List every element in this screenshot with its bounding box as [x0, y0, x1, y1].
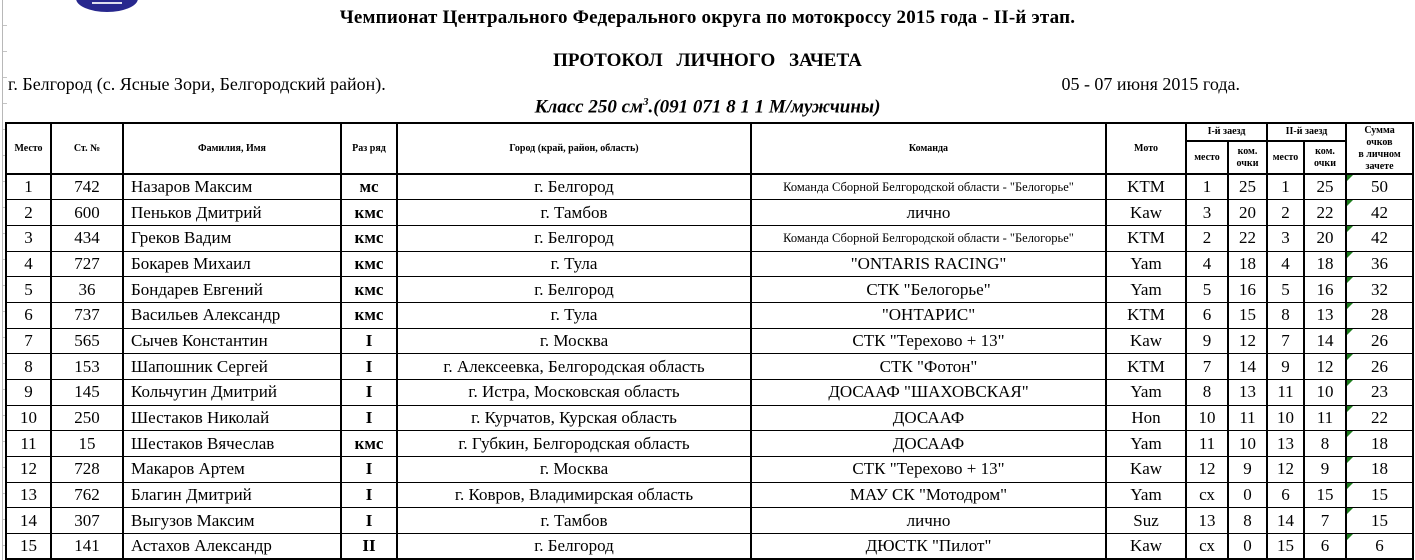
cell-place: 2 [6, 200, 51, 226]
cell-race2-points: 11 [1304, 405, 1346, 431]
cell-race2-place: 12 [1267, 457, 1304, 483]
header-start-no: Ст. № [51, 123, 123, 174]
cell-rank: кмс [341, 431, 397, 457]
total-value: 23 [1371, 382, 1389, 402]
cell-race1-place: 2 [1186, 225, 1228, 251]
cell-race1-points: 0 [1228, 534, 1267, 560]
cell-race2-place: 3 [1267, 225, 1304, 251]
cell-start-no: 434 [51, 225, 123, 251]
results-body [6, 174, 1413, 559]
cell-corner-indicator-icon [1347, 354, 1353, 360]
cell-race2-points: 18 [1304, 251, 1346, 277]
cell-race1-place: 6 [1186, 302, 1228, 328]
total-value: 15 [1371, 510, 1389, 530]
cell-race1-points: 15 [1228, 302, 1267, 328]
cell-start-no: 762 [51, 482, 123, 508]
cell-race1-points: 14 [1228, 354, 1267, 380]
cell-name: Благин Дмитрий [123, 482, 341, 508]
cell-start-no: 565 [51, 328, 123, 354]
cell-rank: I [341, 328, 397, 354]
cell-place: 15 [6, 534, 51, 560]
cell-moto: Kaw [1106, 328, 1186, 354]
cell-race1-points: 18 [1228, 251, 1267, 277]
header-race1-points: ком. очки [1228, 141, 1267, 174]
total-value: 42 [1371, 228, 1389, 248]
cell-start-no: 145 [51, 380, 123, 406]
cell-team: ДОСААФ "ШАХОВСКАЯ" [751, 380, 1106, 406]
cell-rank: I [341, 405, 397, 431]
cell-place: 7 [6, 328, 51, 354]
cell-total [1346, 174, 1413, 200]
table-row [6, 251, 1413, 277]
cell-race1-place: сх [1186, 482, 1228, 508]
cell-team: "ONTARIS RACING" [751, 251, 1106, 277]
cell-race1-place: 8 [1186, 380, 1228, 406]
table-row [6, 302, 1413, 328]
cell-place: 10 [6, 405, 51, 431]
cell-rank: I [341, 508, 397, 534]
cell-moto: Suz [1106, 508, 1186, 534]
cell-team: ДЮСТК "Пилот" [751, 534, 1106, 560]
cell-start-no: 737 [51, 302, 123, 328]
cell-moto: KTM [1106, 354, 1186, 380]
cell-place: 12 [6, 457, 51, 483]
cell-name: Бондарев Евгений [123, 277, 341, 303]
cell-moto: Hon [1106, 405, 1186, 431]
cell-team: СТК "Белогорье" [751, 277, 1106, 303]
cell-start-no: 727 [51, 251, 123, 277]
cell-rank: I [341, 457, 397, 483]
total-value: 18 [1371, 459, 1389, 479]
cell-total [1346, 328, 1413, 354]
dates-text: 05 - 07 июня 2015 года. [1061, 74, 1240, 94]
cell-race2-place: 10 [1267, 405, 1304, 431]
cell-place: 5 [6, 277, 51, 303]
cell-race2-place: 5 [1267, 277, 1304, 303]
cell-corner-indicator-icon [1347, 380, 1353, 386]
cell-team: Команда Сборной Белгородской области - "Белогорье" [751, 174, 1106, 200]
cell-start-no: 153 [51, 354, 123, 380]
cell-name: Бокарев Михаил [123, 251, 341, 277]
cell-moto: KTM [1106, 225, 1186, 251]
cell-race2-points: 15 [1304, 482, 1346, 508]
cell-race1-place: сх [1186, 534, 1228, 560]
cell-race2-place: 9 [1267, 354, 1304, 380]
total-value: 26 [1371, 356, 1389, 376]
cell-total [1346, 200, 1413, 226]
cell-city: г. Ковров, Владимирская область [397, 482, 751, 508]
total-value: 18 [1371, 433, 1389, 453]
cell-corner-indicator-icon [1347, 226, 1353, 232]
cell-race1-place: 13 [1186, 508, 1228, 534]
cell-moto: Kaw [1106, 457, 1186, 483]
location-text: г. Белгород (с. Ясные Зори, Белгородский район). [8, 74, 386, 94]
cell-race2-points: 8 [1304, 431, 1346, 457]
table-row [6, 405, 1413, 431]
header-place: Место [6, 123, 51, 174]
cell-name: Васильев Александр [123, 302, 341, 328]
cell-race1-points: 20 [1228, 200, 1267, 226]
cell-race2-points: 22 [1304, 200, 1346, 226]
cell-race2-place: 13 [1267, 431, 1304, 457]
cell-race2-place: 7 [1267, 328, 1304, 354]
header-rank: Раз ряд [341, 123, 397, 174]
cell-city: г. Белгород [397, 225, 751, 251]
cell-place: 11 [6, 431, 51, 457]
cell-race1-points: 11 [1228, 405, 1267, 431]
table-row [6, 200, 1413, 226]
cell-race1-points: 25 [1228, 174, 1267, 200]
cell-name: Сычев Константин [123, 328, 341, 354]
cell-race2-points: 25 [1304, 174, 1346, 200]
cell-corner-indicator-icon [1347, 252, 1353, 258]
header-city: Город (край, район, область) [397, 123, 751, 174]
table-row [6, 534, 1413, 560]
cell-moto: Kaw [1106, 534, 1186, 560]
cell-race1-place: 11 [1186, 431, 1228, 457]
cell-race1-points: 22 [1228, 225, 1267, 251]
cell-place: 4 [6, 251, 51, 277]
cell-race2-place: 11 [1267, 380, 1304, 406]
cell-corner-indicator-icon [1347, 303, 1353, 309]
cell-team: МАУ СК "Мотодром" [751, 482, 1106, 508]
cell-name: Шестаков Николай [123, 405, 341, 431]
cell-race1-points: 9 [1228, 457, 1267, 483]
cell-name: Шапошник Сергей [123, 354, 341, 380]
cell-corner-indicator-icon [1347, 200, 1353, 206]
cell-total [1346, 482, 1413, 508]
header-name: Фамилия, Имя [123, 123, 341, 174]
table-row [6, 508, 1413, 534]
header-race2: II-й заезд [1267, 123, 1346, 141]
total-value: 26 [1371, 330, 1389, 350]
cell-name: Макаров Артем [123, 457, 341, 483]
cell-start-no: 141 [51, 534, 123, 560]
cell-place: 1 [6, 174, 51, 200]
cell-name: Кольчугин Дмитрий [123, 380, 341, 406]
cell-corner-indicator-icon [1347, 431, 1353, 437]
cell-name: Выгузов Максим [123, 508, 341, 534]
class-title: Класс 250 $см^3.(091$ 071 8 1 1 М/мужчины) [534, 96, 881, 118]
cell-rank: II [341, 534, 397, 560]
cell-race1-points: 16 [1228, 277, 1267, 303]
cell-race2-place: 8 [1267, 302, 1304, 328]
table-row [6, 354, 1413, 380]
cell-city: г. Истра, Московская область [397, 380, 751, 406]
table-row [6, 482, 1413, 508]
cell-team: Команда Сборной Белгородской области - "Белогорье" [751, 225, 1106, 251]
cell-rank: кмс [341, 200, 397, 226]
table-row [6, 225, 1413, 251]
cell-race1-place: 1 [1186, 174, 1228, 200]
table-row [6, 328, 1413, 354]
cell-corner-indicator-icon [1347, 457, 1353, 463]
cell-race1-points: 0 [1228, 482, 1267, 508]
cell-rank: кмс [341, 277, 397, 303]
cell-start-no: 250 [51, 405, 123, 431]
cell-name: Шестаков Вячеслав [123, 431, 341, 457]
cell-race2-points: 16 [1304, 277, 1346, 303]
cell-start-no: 15 [51, 431, 123, 457]
table-row [6, 431, 1413, 457]
table-row [6, 457, 1413, 483]
cell-race2-points: 14 [1304, 328, 1346, 354]
cell-moto: Yam [1106, 251, 1186, 277]
cell-corner-indicator-icon [1347, 534, 1353, 540]
cell-race2-points: 13 [1304, 302, 1346, 328]
cell-race1-place: 10 [1186, 405, 1228, 431]
cell-race2-points: 10 [1304, 380, 1346, 406]
class-superscript: 3 [643, 96, 649, 108]
cell-rank: I [341, 482, 397, 508]
cell-corner-indicator-icon [1347, 508, 1353, 514]
header-team: Команда [751, 123, 1106, 174]
cell-moto: Kaw [1106, 200, 1186, 226]
total-value: 36 [1371, 253, 1389, 273]
cell-rank: кмс [341, 302, 397, 328]
cell-race2-points: 7 [1304, 508, 1346, 534]
cell-city: г. Тамбов [397, 508, 751, 534]
cell-total [1346, 225, 1413, 251]
cell-moto: Yam [1106, 277, 1186, 303]
cell-race1-place: 12 [1186, 457, 1228, 483]
cell-total [1346, 508, 1413, 534]
cell-total [1346, 354, 1413, 380]
cell-start-no: 36 [51, 277, 123, 303]
cell-race2-place: 15 [1267, 534, 1304, 560]
cell-race2-place: 2 [1267, 200, 1304, 226]
header-total: Сумма очков в личном зачете [1346, 123, 1413, 174]
cell-total [1346, 431, 1413, 457]
cell-city: г. Тула [397, 251, 751, 277]
total-value: 22 [1371, 408, 1389, 428]
cell-total [1346, 534, 1413, 560]
results-table [5, 122, 1414, 560]
protocol-title: ПРОТОКОЛ ЛИЧНОГО ЗАЧЕТА [553, 50, 862, 71]
cell-rank: кмс [341, 225, 397, 251]
cell-total [1346, 380, 1413, 406]
cell-moto: KTM [1106, 174, 1186, 200]
cell-start-no: 600 [51, 200, 123, 226]
cell-city: г. Тула [397, 302, 751, 328]
cell-corner-indicator-icon [1347, 277, 1353, 283]
cell-race2-points: 6 [1304, 534, 1346, 560]
cell-total [1346, 405, 1413, 431]
cell-place: 9 [6, 380, 51, 406]
cell-team: лично [751, 200, 1106, 226]
cell-team: СТК "Терехово + 13" [751, 328, 1106, 354]
cell-place: 14 [6, 508, 51, 534]
cell-moto: Yam [1106, 482, 1186, 508]
cell-total [1346, 457, 1413, 483]
cell-city: г. Алексеевка, Белгородская область [397, 354, 751, 380]
table-row [6, 380, 1413, 406]
cell-team: лично [751, 508, 1106, 534]
cell-team: ДОСААФ [751, 405, 1106, 431]
cell-team: СТК "Фотон" [751, 354, 1106, 380]
table-row [6, 277, 1413, 303]
cell-race2-place: 4 [1267, 251, 1304, 277]
cell-total [1346, 277, 1413, 303]
cell-start-no: 742 [51, 174, 123, 200]
cell-moto: KTM [1106, 302, 1186, 328]
cell-corner-indicator-icon [1347, 483, 1353, 489]
cell-city: г. Белгород [397, 534, 751, 560]
cell-city: г. Тамбов [397, 200, 751, 226]
header-race1: I-й заезд [1186, 123, 1267, 141]
org-logo-text [92, 2, 122, 4]
header-race2-place: место [1267, 141, 1304, 174]
cell-city: г. Москва [397, 328, 751, 354]
total-value: 32 [1371, 279, 1389, 299]
cell-moto: Yam [1106, 380, 1186, 406]
cell-total [1346, 251, 1413, 277]
cell-city: г. Белгород [397, 174, 751, 200]
cell-rank: I [341, 354, 397, 380]
cell-start-no: 728 [51, 457, 123, 483]
cell-city: г. Губкин, Белгородская область [397, 431, 751, 457]
cell-place: 8 [6, 354, 51, 380]
cell-race1-points: 10 [1228, 431, 1267, 457]
header-race1-place: место [1186, 141, 1228, 174]
table-row [6, 174, 1413, 200]
cell-race1-place: 5 [1186, 277, 1228, 303]
total-value: 42 [1371, 202, 1389, 222]
cell-name: Греков Вадим [123, 225, 341, 251]
cell-race2-place: 6 [1267, 482, 1304, 508]
cell-team: "ОНТАРИС" [751, 302, 1106, 328]
cell-total [1346, 302, 1413, 328]
cell-race1-points: 12 [1228, 328, 1267, 354]
cell-race2-points: 12 [1304, 354, 1346, 380]
cell-place: 6 [6, 302, 51, 328]
cell-race1-points: 8 [1228, 508, 1267, 534]
total-value: 15 [1371, 485, 1389, 505]
cell-rank: мс [341, 174, 397, 200]
cell-race1-points: 13 [1228, 380, 1267, 406]
cell-corner-indicator-icon [1347, 406, 1353, 412]
cell-race1-place: 7 [1186, 354, 1228, 380]
cell-corner-indicator-icon [1347, 329, 1353, 335]
cell-place: 3 [6, 225, 51, 251]
total-value: 50 [1371, 177, 1389, 197]
cell-start-no: 307 [51, 508, 123, 534]
cell-race1-place: 3 [1186, 200, 1228, 226]
cell-race1-place: 4 [1186, 251, 1228, 277]
header-race2-points: ком. очки [1304, 141, 1346, 174]
cell-name: Пеньков Дмитрий [123, 200, 341, 226]
cell-corner-indicator-icon [1347, 175, 1353, 181]
header-moto: Мото [1106, 123, 1186, 174]
cell-team: ДОСААФ [751, 431, 1106, 457]
page-title: Чемпионат Центрального Федерального округа по мотокроссу 2015 года - II-й этап. [339, 7, 1076, 28]
total-value: 6 [1375, 536, 1384, 556]
cell-rank: I [341, 380, 397, 406]
cell-place: 13 [6, 482, 51, 508]
cell-moto: Yam [1106, 431, 1186, 457]
total-value: 28 [1371, 305, 1389, 325]
cell-race2-place: 1 [1267, 174, 1304, 200]
cell-race2-place: 14 [1267, 508, 1304, 534]
cell-city: г. Москва [397, 457, 751, 483]
cell-race1-place: 9 [1186, 328, 1228, 354]
cell-name: Астахов Александр [123, 534, 341, 560]
cell-rank: кмс [341, 251, 397, 277]
cell-city: г. Курчатов, Курская область [397, 405, 751, 431]
cell-race2-points: 9 [1304, 457, 1346, 483]
cell-name: Назаров Максим [123, 174, 341, 200]
cell-city: г. Белгород [397, 277, 751, 303]
cell-race2-points: 20 [1304, 225, 1346, 251]
cell-team: СТК "Терехово + 13" [751, 457, 1106, 483]
